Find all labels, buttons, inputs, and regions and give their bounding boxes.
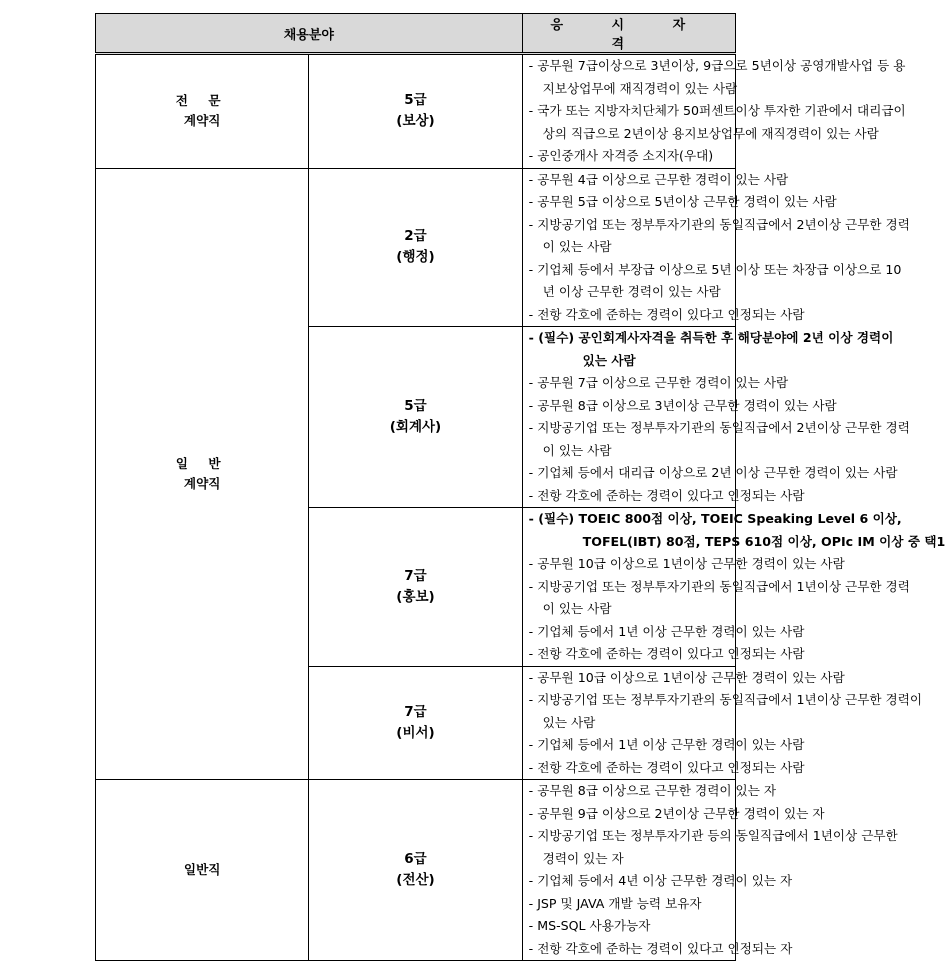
field-label: (회계사) — [389, 419, 442, 435]
qualification-line: - 전항 각호에 준하는 경력이 있다고 인정되는 사람 — [528, 487, 805, 503]
table-row — [96, 54, 736, 169]
qualification-line: - 공무원 9급 이상으로 2년이상 근무한 경력이 있는 자 — [528, 805, 825, 821]
qualification-cell — [522, 666, 923, 780]
qualification-line: - 기업체 등에서 1년 이상 근무한 경력이 있는 사람 — [528, 737, 805, 752]
qualification-line: 경력이 있는 자 — [542, 850, 624, 866]
qualification-line: - JSP 및 JAVA 개발 능력 보유자 — [528, 895, 702, 911]
qualification-cell — [522, 54, 906, 169]
qualification-line: - 공무원 4급 이상으로 근무한 경력이 있는 사람 — [528, 171, 789, 187]
category-cell — [96, 54, 309, 169]
qualification-cell — [522, 780, 898, 961]
qualification-line: - 지방공기업 또는 정부투자기관의 동일직급에서 1년이상 근무한 경력 — [528, 578, 910, 594]
qualification-line: - 전항 각호에 준하는 경력이 있다고 인정되는 사람 — [528, 306, 805, 322]
qualification-line: - 전항 각호에 준하는 경력이 있다고 인정되는 사람 — [528, 759, 805, 775]
field-label: (행정) — [396, 249, 435, 266]
qualification-line: 상의 직급으로 2년이상 용지보상업무에 재직경력이 있는 사람 — [542, 125, 879, 141]
qualification-line: 있는 사람 — [542, 714, 596, 730]
qualification-line: - 전항 각호에 준하는 경력이 있다고 인정되는 자 — [528, 940, 793, 956]
grade-label: 5급 — [404, 92, 427, 109]
grade-cell — [309, 508, 522, 667]
qualification-line: - 전항 각호에 준하는 경력이 있다고 인정되는 사람 — [528, 646, 805, 661]
header-category: 채용분야 — [96, 14, 523, 54]
category-cell — [96, 780, 309, 961]
qualification-line: 년 이상 근무한 경력이 있는 사람 — [542, 284, 721, 299]
category-line1: 일 반 — [175, 455, 229, 471]
grade-cell — [309, 327, 522, 508]
qualification-line: - 기업체 등에서 4년 이상 근무한 경력이 있는 자 — [528, 873, 793, 888]
qualification-cell — [522, 327, 910, 508]
qualification-line: 이 있는 사람 — [542, 239, 612, 254]
qualification-line: - 기업체 등에서 대리급 이상으로 2년 이상 근무한 경력이 있는 사람 — [528, 465, 898, 480]
qualification-line: - 지방공기업 또는 정부투자기관의 동일직급에서 2년이상 근무한 경력 — [528, 216, 910, 232]
qualification-line: - 공무원 8급 이상으로 3년이상 근무한 경력이 있는 사람 — [528, 397, 837, 413]
category-line1: 일반직 — [183, 862, 221, 877]
grade-label: 7급 — [404, 703, 427, 720]
qualification-line: - 지방공기업 또는 정부투자기관의 동일직급에서 1년이상 근무한 경력이 — [528, 692, 923, 707]
header-row — [96, 14, 736, 54]
qualification-line: - 지방공기업 또는 정부투자기관의 동일직급에서 2년이상 근무한 경력 — [528, 420, 910, 435]
qualification-line: - 공무원 8급 이상으로 근무한 경력이 있는 자 — [528, 783, 777, 798]
qualification-cell — [522, 508, 945, 667]
grade-cell — [309, 780, 522, 961]
category-line2: 계약직 — [183, 113, 221, 129]
table-row — [96, 780, 736, 961]
category-line2: 계약직 — [183, 475, 221, 491]
qualification-line: - 기업체 등에서 1년 이상 근무한 경력이 있는 사람 — [528, 623, 805, 639]
qualification-line: - 공무원 5급 이상으로 5년이상 근무한 경력이 있는 사람 — [528, 194, 837, 209]
qualification-line: - 국가 또는 지방자치단체가 50퍼센트이상 투자한 기관에서 대리급이 — [528, 103, 906, 118]
field-label: (보상) — [396, 113, 435, 130]
field-label: (홍보) — [396, 588, 435, 605]
grade-label: 5급 — [404, 398, 427, 414]
qualification-line: - 기업체 등에서 부장급 이상으로 5년 이상 또는 차장급 이상으로 10 — [528, 261, 902, 277]
qualification-line: - 공인중개사 자격증 소지자(우대) — [528, 148, 714, 163]
table-row — [96, 168, 736, 327]
qualification-line: - 공무원 7급이상으로 3년이상, 9급으로 5년이상 공영개발사업 등 용 — [528, 58, 906, 73]
grade-label: 6급 — [404, 851, 427, 867]
qualification-line: - 지방공기업 또는 정부투자기관 등의 동일직급에서 1년이상 근무한 — [528, 828, 898, 843]
qualification-line: TOFEL(IBT) 80점, TEPS 610점 이상, OPIc IM 이상 중 택1 — [582, 533, 945, 549]
grade-cell — [309, 54, 522, 169]
qualification-line: - MS-SQL 사용가능자 — [528, 918, 651, 933]
category-line1: 전 문 — [175, 93, 229, 109]
grade-cell — [309, 168, 522, 327]
grade-label: 2급 — [404, 228, 427, 245]
qualification-line: 이 있는 사람 — [542, 442, 612, 458]
grade-cell — [309, 666, 522, 780]
category-cell — [96, 168, 309, 780]
qualification-line: - 공무원 10급 이상으로 1년이상 근무한 경력이 있는 사람 — [528, 669, 845, 685]
qualification-line: - 공무원 10급 이상으로 1년이상 근무한 경력이 있는 사람 — [528, 556, 845, 571]
recruitment-table — [95, 13, 945, 961]
grade-label: 7급 — [404, 567, 427, 584]
qualification-line: - (필수) 공인회계사자격을 취득한 후 해당분야에 2년 이상 경력이 — [528, 330, 894, 345]
header-qualification: 응 시 자 격 — [522, 14, 735, 54]
qualification-line: 지보상업무에 재직경력이 있는 사람 — [542, 80, 738, 96]
qualification-line: - 공무원 7급 이상으로 근무한 경력이 있는 사람 — [528, 375, 789, 390]
qualification-line: 있는 사람 — [582, 352, 636, 368]
field-label: (비서) — [396, 724, 435, 741]
qualification-line: 이 있는 사람 — [542, 601, 612, 616]
qualification-line: - (필수) TOEIC 800점 이상, TOEIC Speaking Level 6 이상, — [528, 511, 902, 526]
qualification-cell — [522, 168, 910, 327]
field-label: (전산) — [396, 872, 435, 888]
